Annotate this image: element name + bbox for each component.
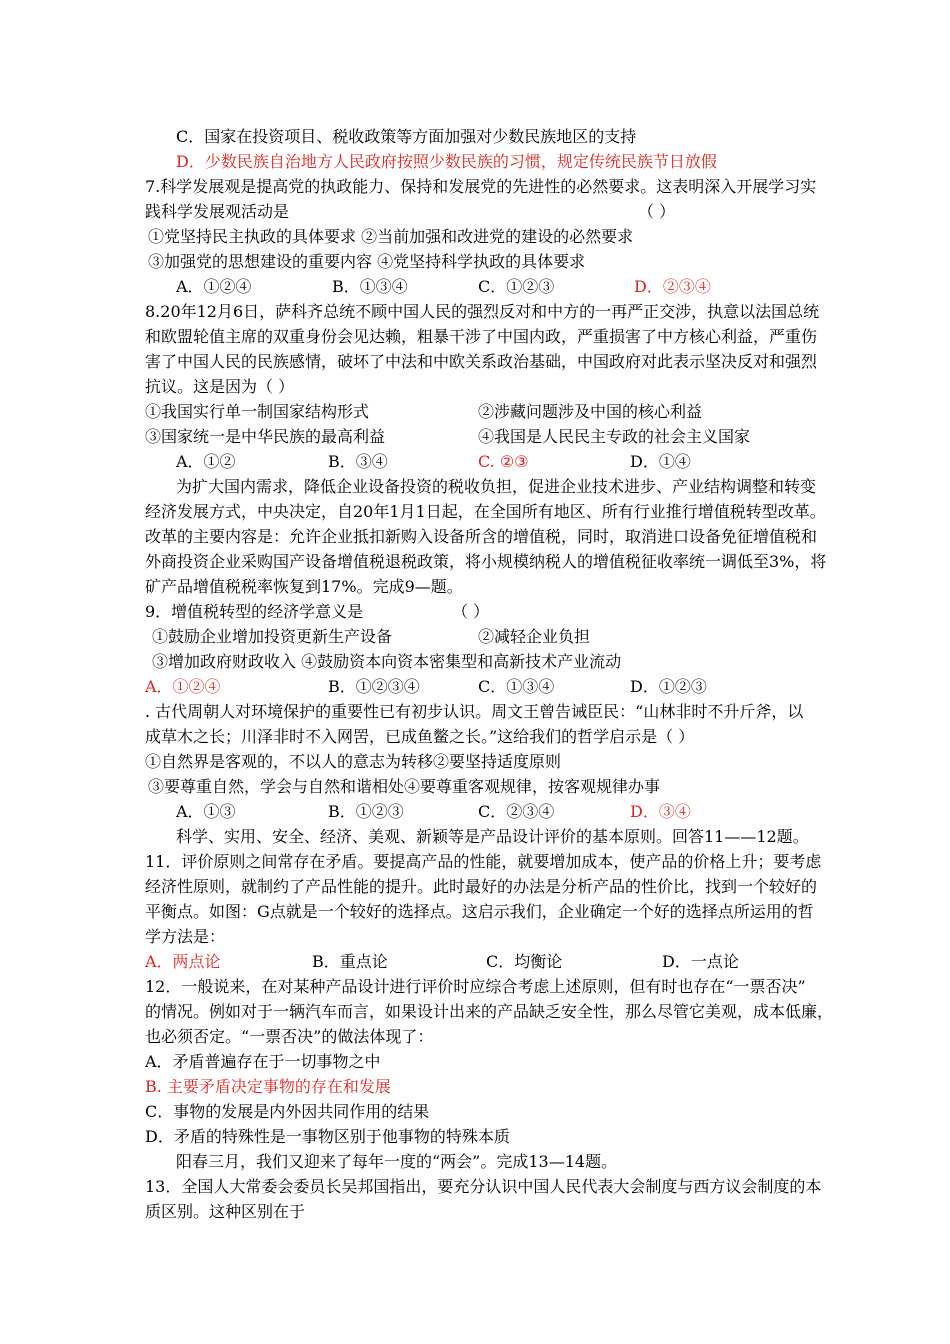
q13-stem-line1: 13．全国人大常委会委员长吴邦国指出，要充分认识中国人民代表大会制度与西方议会制度的本 xyxy=(145,1177,822,1196)
q9-option-b: B．①②③④ xyxy=(328,677,420,696)
q11-stem-line2: 经济性原则，就制约了产品性能的提升。此时最好的办法是分析产品的性价比，找到一个较好的 xyxy=(145,877,818,896)
q7-answer-blank: （ ） xyxy=(638,202,676,221)
q11-stem-line4: 学方法是： xyxy=(145,927,226,946)
q9-option-a-answer: A．①②④ xyxy=(145,677,221,696)
q12-option-c: C．事物的发展是内外因共同作用的结果 xyxy=(145,1102,430,1121)
q11-option-d: D．一点论 xyxy=(662,952,739,971)
q10-items-1-2: ①自然界是客观的，不以人的意志为转移②要坚持适度原则 xyxy=(145,752,562,771)
q7-stem-line1: 7.科学发展观是提高党的执政能力、保持和发展党的先进性的必然要求。这表明深入开展学习实 xyxy=(145,177,817,196)
q7-option-b: B．①③④ xyxy=(332,277,408,296)
q9-option-d: D．①②③ xyxy=(630,677,707,696)
material-11-intro: 科学、实用、安全、经济、美观、新颖等是产品设计评价的基本原则。回答11——12题。 xyxy=(176,827,809,846)
q13-stem-line2: 质区别。这种区别在于 xyxy=(145,1202,306,1221)
q8-option-c-answer: C. ②③ xyxy=(478,452,529,471)
material-9-line2: 经济发展方式，中央决定，自20年1月1日起，在全国所有地区、所有行业推行增值税转型改革。 xyxy=(145,502,826,521)
q11-stem-line1: 11．评价原则之间常存在矛盾。要提高产品的性能，就要增加成本，使产品的价格上升；要考虑 xyxy=(145,852,822,871)
q12-option-a: A．矛盾普遍存在于一切事物之中 xyxy=(145,1052,381,1071)
q8-item-2: ②涉藏问题涉及中国的核心利益 xyxy=(478,402,703,421)
q10-option-c: C．②③④ xyxy=(478,802,555,821)
q12-stem-line3: 也必须否定。“一票否决”的做法体现了： xyxy=(145,1027,434,1046)
q11-option-c: C．均衡论 xyxy=(486,952,563,971)
q8-item-1: ①我国实行单一制国家结构形式 xyxy=(145,402,370,421)
q12-stem-line2: 的情况。例如对于一辆汽车而言，如果设计出来的产品缺乏安全性，那么尽管它美观，成本低廉， xyxy=(145,1002,834,1021)
q10-option-d-answer: D．③④ xyxy=(630,802,691,821)
q11-stem-line3: 平衡点。如图：G点就是一个较好的选择点。这启示我们，企业确定一个好的选择点所运用的哲 xyxy=(145,902,814,921)
q9-answer-blank: （ ） xyxy=(452,602,490,621)
q10-option-a: A．①③ xyxy=(176,802,236,821)
q10-option-b: B．①②③ xyxy=(328,802,404,821)
q8-stem-line2: 和欧盟轮值主席的双重身份会见达赖，粗暴干涉了中国内政，严重损害了中方核心利益，严重伤 xyxy=(145,327,818,346)
q7-option-a: A．①②④ xyxy=(176,277,252,296)
material-13-intro: 阳春三月，我们又迎来了每年一度的“两会”。完成13—14题。 xyxy=(176,1152,618,1171)
q12-option-b-answer: B. 主要矛盾决定事物的存在和发展 xyxy=(145,1077,391,1096)
q7-option-d-answer: D．②③④ xyxy=(634,277,711,296)
q12-option-d: D．矛盾的特殊性是一事物区别于他事物的特殊本质 xyxy=(145,1127,510,1146)
q9-option-c: C．①③④ xyxy=(478,677,555,696)
material-9-line4: 外商投资企业采购国产设备增值税退税政策，将小规模纳税人的增值税征收率统一调低至3%，将 xyxy=(145,552,827,571)
q10-items-3-4: ③要尊重自然，学会与自然和谐相处④要尊重客观规律，按客观规律办事 xyxy=(148,777,661,796)
material-9-line5: 矿产品增值税税率恢复到17%。完成9—题。 xyxy=(145,577,463,596)
q8-stem-line4: 抗议。这是因为（ ） xyxy=(145,377,295,396)
q9-stem: 9．增值税转型的经济学意义是 xyxy=(145,602,364,621)
q11-option-a-answer: A．两点论 xyxy=(145,952,221,971)
q7-option-c: C．①②③ xyxy=(478,277,555,296)
q9-item-1: ①鼓励企业增加投资更新生产设备 xyxy=(152,627,393,646)
q8-option-a: A．①② xyxy=(176,452,236,471)
q6-option-c: C．国家在投资项目、税收政策等方面加强对少数民族地区的支持 xyxy=(176,127,637,146)
material-9-line3: 改革的主要内容是：允许企业抵扣新购入设备所含的增值税，同时，取消进口设备免征增值税和 xyxy=(145,527,818,546)
q10-stem-line2: 成草木之长；川泽非时不入网罟，已成鱼鳖之长。”这给我们的哲学启示是（ ） xyxy=(145,727,695,746)
q7-items-3-4: ③加强党的思想建设的重要内容 ④党坚持科学执政的具体要求 xyxy=(148,252,586,271)
q7-items-1-2: ①党坚持民主执政的具体要求 ②当前加强和改进党的建设的必然要求 xyxy=(148,227,634,246)
q8-item-4: ④我国是人民民主专政的社会主义国家 xyxy=(478,427,751,446)
q9-items-3-4: ③增加政府财政收入 ④鼓励资本向资本密集型和高新技术产业流动 xyxy=(152,652,622,671)
q6-option-d-answer: D．少数民族自治地方人民政府按照少数民族的习惯，规定传统民族节日放假 xyxy=(176,152,717,171)
q8-stem-line3: 害了中国人民的民族感情，破坏了中法和中欧关系政治基础，中国政府对此表示坚决反对和强烈 xyxy=(145,352,818,371)
q11-option-b: B．重点论 xyxy=(312,952,388,971)
q12-stem-line1: 12．一般说来，在对某种产品设计进行评价时应综合考虑上述原则，但有时也存在“一票否决” xyxy=(145,977,806,996)
q8-option-b: B．③④ xyxy=(328,452,388,471)
q8-stem-line1: 8.20年12月6日，萨科齐总统不顾中国人民的强烈反对和中方的一再严正交涉，执意以法国总统 xyxy=(145,302,820,321)
q8-item-3: ③国家统一是中华民族的最高利益 xyxy=(145,427,386,446)
q8-option-d: D．①④ xyxy=(630,452,691,471)
q7-stem-line2: 践科学发展观活动是 xyxy=(145,202,290,221)
q10-stem-line1: . 古代周朝人对环境保护的重要性已有初步认识。周文王曾告诫臣民：“山林非时不升斤斧，以 xyxy=(145,702,804,721)
q9-item-2: ②减轻企业负担 xyxy=(478,627,591,646)
material-9-line1: 为扩大国内需求，降低企业设备投资的税收负担，促进企业技术进步、产业结构调整和转变 xyxy=(176,477,817,496)
